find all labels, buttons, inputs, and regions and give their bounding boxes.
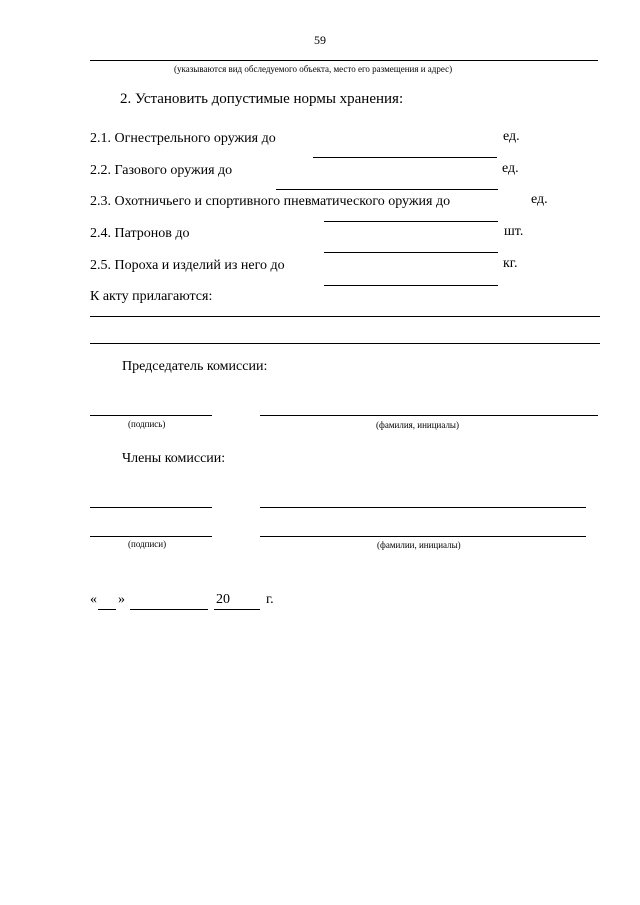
date-month-line[interactable] [130, 609, 208, 610]
members-signature-caption: (подписи) [128, 539, 167, 549]
members-name-caption: (фамилии, инициалы) [377, 540, 461, 550]
page-number: 59 [314, 33, 326, 47]
item-label-gunpowder: 2.5. Пороха и изделий из него до [90, 258, 285, 273]
chairman-label: Председатель комиссии: [122, 359, 268, 374]
item-unit-gunpowder: кг. [503, 256, 518, 271]
date-open-quote: « [90, 592, 97, 607]
item-unit-gas-weapons: ед. [502, 161, 519, 176]
object-caption: (указываются вид обследуемого объекта, место его размещения и адрес) [174, 64, 453, 74]
item-input-line-cartridges[interactable] [324, 252, 498, 253]
attachments-line-1[interactable] [90, 316, 600, 317]
item-input-line-gunpowder[interactable] [324, 285, 498, 286]
date-year-line[interactable] [214, 609, 260, 610]
attachments-line-2[interactable] [90, 343, 600, 344]
attachments-label: К акту прилагаются: [90, 289, 213, 304]
section-title: 2. Установить допустимые нормы хранения: [120, 91, 404, 107]
item-input-line-firearms[interactable] [313, 157, 497, 158]
object-line[interactable] [90, 60, 598, 61]
item-unit-hunting-weapons: ед. [531, 192, 548, 207]
date-year-prefix: 20 [216, 592, 230, 607]
date-close-quote: » [118, 592, 125, 607]
chairman-signature-caption: (подпись) [128, 419, 166, 429]
chairman-name-line[interactable] [260, 415, 598, 416]
item-label-gas-weapons: 2.2. Газового оружия до [90, 163, 233, 178]
item-unit-cartridges: шт. [504, 224, 524, 239]
date-day-line[interactable] [98, 609, 116, 610]
member-name-line-2[interactable] [260, 536, 586, 537]
member-signature-line-2[interactable] [90, 536, 212, 537]
item-unit-firearms: ед. [503, 129, 520, 144]
date-year-suffix: г. [266, 592, 274, 607]
item-label-firearms: 2.1. Огнестрельного оружия до [90, 131, 276, 146]
chairman-name-caption: (фамилия, инициалы) [376, 420, 459, 430]
chairman-signature-line[interactable] [90, 415, 212, 416]
item-label-hunting-weapons: 2.3. Охотничьего и спортивного пневматического оружия до [90, 194, 451, 209]
item-label-cartridges: 2.4. Патронов до [90, 226, 190, 241]
item-input-line-gas-weapons[interactable] [276, 189, 498, 190]
member-signature-line-1[interactable] [90, 507, 212, 508]
item-input-line-hunting-weapons[interactable] [324, 221, 498, 222]
members-label: Члены комиссии: [122, 451, 226, 466]
member-name-line-1[interactable] [260, 507, 586, 508]
